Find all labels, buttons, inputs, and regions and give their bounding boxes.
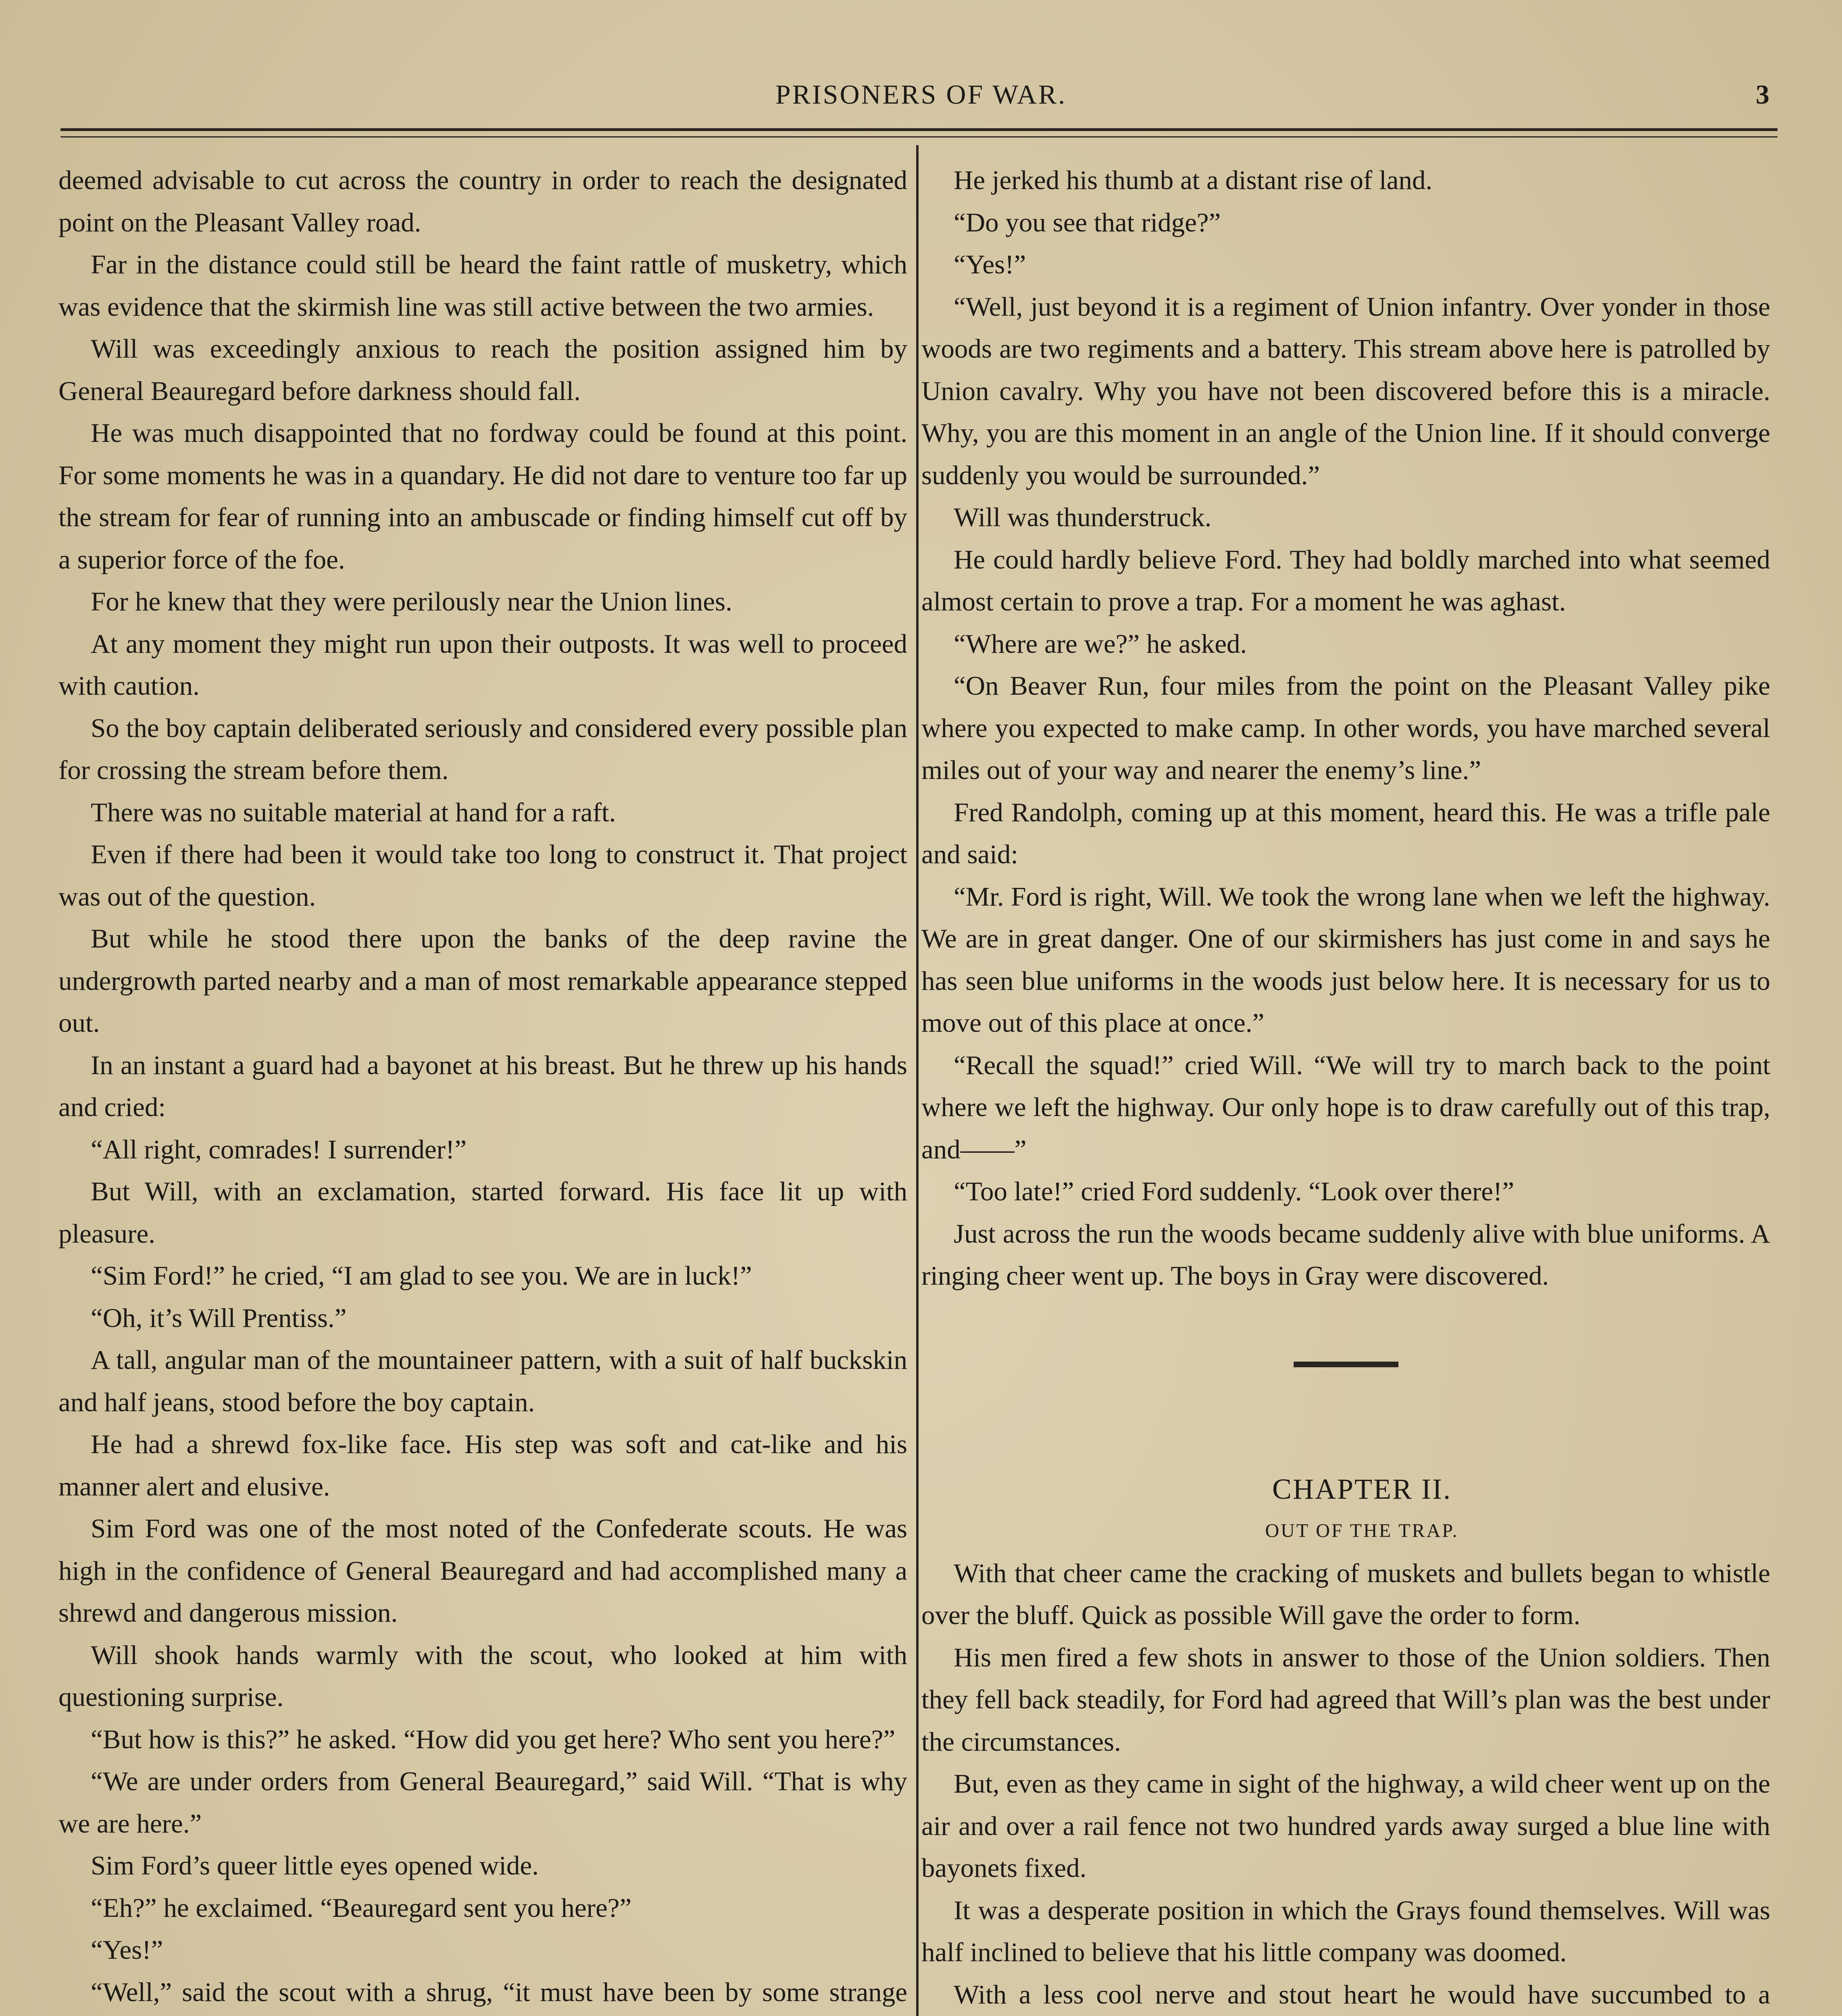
paragraph: So the boy captain deliberated seriously and considered every possible plan for crossing the stream before them. bbox=[58, 713, 907, 785]
paragraph: He could hardly believe Ford. They had boldly marched into what seemed almost certain to prove a trap. For a moment he was aghast. bbox=[921, 544, 1770, 616]
paragraph: “Yes!” bbox=[954, 250, 1026, 279]
paragraph: At any moment they might run upon their outposts. It was well to proceed with caution. bbox=[58, 629, 907, 701]
right-column bbox=[921, 159, 1770, 2016]
paragraph: “Where are we?” he asked. bbox=[954, 629, 1247, 659]
header-rule-thin bbox=[60, 136, 1777, 137]
paragraph: Will shook hands warmly with the scout, who looked at him with questioning surprise. bbox=[58, 1640, 907, 1712]
paragraph: For he knew that they were perilously near the Union lines. bbox=[91, 587, 732, 616]
paragraph: He was much disappointed that no fordway could be found at this point. For some moments he was in a quandary. He did not dare to venture too far up the stream for fear of running into an ambuscade or finding himself cut off by a superior force of the foe. bbox=[58, 418, 907, 575]
paragraph: Sim Ford’s queer little eyes opened wide. bbox=[91, 1851, 539, 1881]
paragraph: “Eh?” he exclaimed. “Beauregard sent you here?” bbox=[91, 1893, 632, 1923]
paragraph: But, even as they came in sight of the highway, a wild cheer went up on the air and over a rail fence not two hundred yards away surged a blue line with bayonets fixed. bbox=[921, 1769, 1770, 1883]
column-divider bbox=[916, 145, 919, 2016]
paragraph: He jerked his thumb at a distant rise of land. bbox=[954, 165, 1433, 195]
chapter-title: CHAPTER II. bbox=[1272, 1472, 1452, 1505]
header-rule bbox=[60, 128, 1777, 131]
right-column-bottom-text bbox=[921, 1552, 1770, 2016]
paragraph: “But how is this?” he asked. “How did you get here? Who sent you here?” bbox=[91, 1724, 896, 1754]
paragraph: Just across the run the woods became suddenly alive with blue uniforms. A ringing cheer went up. The boys in Gray were discovered. bbox=[921, 1218, 1770, 1291]
paragraph: “Too late!” cried Ford suddenly. “Look over there!” bbox=[954, 1177, 1514, 1206]
paragraph: But Will, with an exclamation, started forward. His face lit up with pleasure. bbox=[58, 1177, 907, 1249]
paragraph: “Do you see that ridge?” bbox=[954, 207, 1221, 237]
paragraph: Will was exceedingly anxious to reach the position assigned him by General Beauregard before darkness should fall. bbox=[58, 334, 907, 406]
paragraph: But while he stood there upon the banks of the deep ravine the undergrowth parted nearby and a man of most remarkable appearance stepped out. bbox=[58, 924, 907, 1038]
page-number: 3 bbox=[1756, 79, 1769, 110]
paragraph: “On Beaver Run, four miles from the point on the Pleasant Valley pike where you expected to make camp. In other words, you have marched several miles out of your way and nearer the enemy’s line.” bbox=[921, 671, 1770, 785]
paragraph: With a less cool nerve and stout heart he would have succumbed to a bbox=[954, 1979, 1770, 2010]
running-title: PRISONERS OF WAR. bbox=[775, 79, 1067, 110]
right-column-top-text bbox=[921, 159, 1770, 1297]
paragraph: “Mr. Ford is right, Will. We took the wrong lane when we left the highway. We are in great danger. One of our skirmishers has just come in and says he has seen blue uniforms in the woods just below here. It is necessary for us to move out of this place at once.” bbox=[921, 881, 1770, 1038]
paragraph: Sim Ford was one of the most noted of the Confederate scouts. He was high in the confidence of General Beauregard and had accomplished many a shrewd and dangerous mission. bbox=[58, 1514, 907, 1628]
paragraph: Fred Randolph, coming up at this moment, heard this. He was a trifle pale and said: bbox=[921, 797, 1770, 869]
paragraph: “Well, just beyond it is a regiment of Union infantry. Over yonder in those woods are two regiments and a battery. This stream above here is patrolled by Union cavalry. Why you have not been discovered before this is a miracle. Why, you are this moment in an angle of the Union line. If it should converge suddenly you would be surrounded.” bbox=[921, 292, 1770, 490]
paragraph: There was no suitable material at hand for a raft. bbox=[91, 797, 616, 827]
paragraph: “Yes!” bbox=[91, 1935, 163, 1965]
chapter-separator-dash bbox=[1294, 1362, 1398, 1367]
paragraph: He had a shrewd fox-like face. His step was soft and cat-like and his manner alert and elusive. bbox=[58, 1429, 907, 1502]
paragraph: Far in the distance could still be heard the faint rattle of musketry, which was evidence that the skirmish line was still active between the two armies. bbox=[58, 250, 907, 322]
paragraph: Will was thunderstruck. bbox=[954, 502, 1212, 532]
paragraph: A tall, angular man of the mountaineer pattern, with a suit of half buckskin and half jeans, stood before the boy captain. bbox=[58, 1345, 907, 1417]
paragraph: deemed advisable to cut across the country in order to reach the designated point on the Pleasant Valley road. bbox=[58, 165, 907, 237]
paragraph: “Recall the squad!” cried Will. “We will try to march back to the point where we left the highway. Our only hope is to draw carefully out of this trap, and——” bbox=[921, 1050, 1770, 1164]
paragraph: “All right, comrades! I surrender!” bbox=[91, 1134, 467, 1164]
page-header bbox=[60, 79, 1782, 123]
chapter-subtitle: OUT OF THE TRAP. bbox=[1265, 1520, 1459, 1541]
paragraph: “Oh, it’s Will Prentiss.” bbox=[91, 1303, 347, 1333]
paragraph: Even if there had been it would take too long to construct it. That project was out of the question. bbox=[58, 839, 907, 912]
paragraph: It was a desperate position in which the Grays found themselves. Will was half inclined to believe that his little company was doomed. bbox=[921, 1895, 1770, 1967]
paragraph: With that cheer came the cracking of muskets and bullets began to whistle over the bluff. Quick as possible Will gave the order to form. bbox=[921, 1558, 1770, 1630]
paragraph: “Well,” said the scout with a shrug, “it must have been by some strange bbox=[91, 1977, 907, 2007]
left-column bbox=[58, 159, 907, 2016]
paragraph: In an instant a guard had a bayonet at his breast. But he threw up his hands and cried: bbox=[58, 1050, 907, 1122]
paragraph: His men fired a few shots in answer to those of the Union soldiers. Then they fell back steadily, for Ford had agreed that Will’s plan was the best under the circumstances. bbox=[921, 1642, 1770, 1757]
paragraph: “We are under orders from General Beauregard,” said Will. “That is why we are here.” bbox=[58, 1766, 907, 1839]
paragraph: “Sim Ford!” he cried, “I am glad to see you. We are in luck!” bbox=[91, 1261, 752, 1291]
